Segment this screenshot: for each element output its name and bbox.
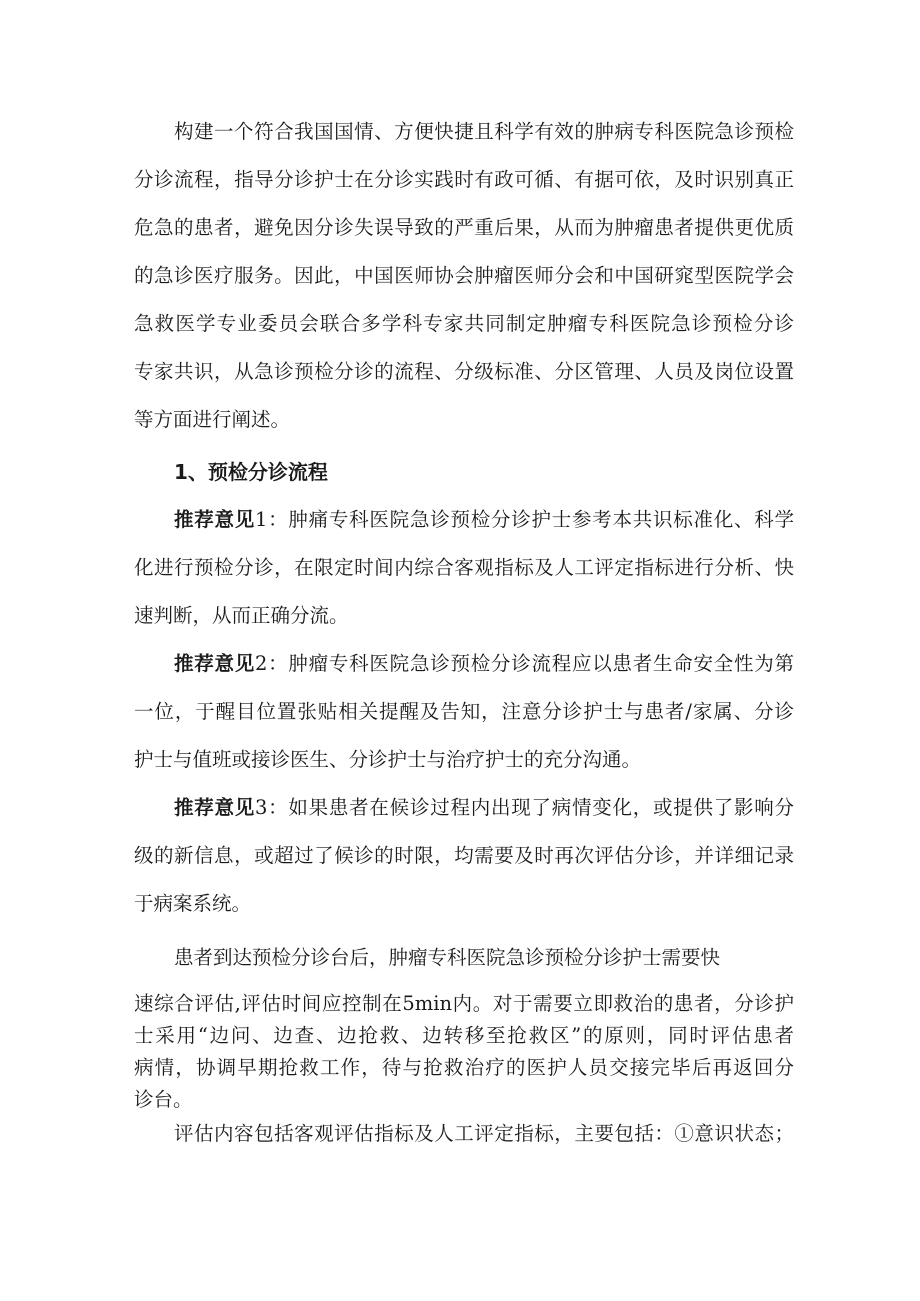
arrival-paragraph-first-line (134, 934, 794, 982)
intro-line: 急救医学专业委员会联合多学科专家共同制定肿瘤专科医院急诊预检分诊 (134, 312, 794, 335)
arrival-line: 患者到达预检分诊台后，肿瘤专科医院急诊预检分诊护士需要快 (174, 946, 721, 969)
intro-line: 专家共识，从急诊预检分诊的流程、分级标准、分区管理、人员及岗位设置 (134, 360, 794, 383)
arrival-line: 士采用“边问、边查、边抢救、边转移至抢救区”的原则，同时评估患者 (134, 1024, 794, 1047)
intro-paragraph (134, 108, 794, 444)
assessment-line: 评估内容包括客观评估指标及人工评定指标，主要包括：①意识状态； (174, 1122, 794, 1145)
intro-line: 分诊流程，指导分诊护士在分诊实践时有政可循、有据可依，及时识别真正 (134, 168, 794, 191)
assessment-paragraph (134, 1110, 794, 1158)
arrival-line: 病情，协调早期抢救工作，待与抢救治疗的医护人员交接完毕后再返回分 (134, 1056, 794, 1079)
recommendation-line (134, 496, 794, 544)
recommendation-label: 推荐意见 (174, 796, 256, 819)
recommendation-line: 于病案系统。 (134, 892, 252, 915)
recommendation-label: 推荐意见 (174, 508, 256, 531)
section-heading-text: 1、预检分诊流程 (174, 460, 328, 484)
recommendation-line: 一位，于醒目位置张贴相关提醒及告知，注意分诊护士与患者/家属、分诊 (134, 700, 794, 723)
section-heading (134, 448, 794, 496)
recommendation-line (134, 640, 794, 688)
arrival-paragraph (134, 988, 794, 1116)
recommendation-3 (134, 784, 794, 928)
recommendation-text: 1：肿痛专科医院急诊预检分诊护士参考本共识标准化、科学 (255, 508, 794, 531)
recommendation-2 (134, 640, 794, 784)
recommendation-line (134, 784, 794, 832)
intro-line: 等方面进行阐述。 (134, 408, 291, 431)
recommendation-label: 推荐意见 (174, 652, 256, 675)
arrival-line: 诊台。 (134, 1088, 193, 1111)
recommendation-line: 化进行预检分诊，在限定时间内综合客观指标及人工评定指标进行分析、快 (134, 556, 794, 579)
recommendation-line: 护士与值班或接诊医生、分诊护士与治疗护士的充分沟通。 (134, 748, 642, 771)
intro-line: 危急的患者，避免因分诊失误导致的严重后果，从而为肿瘤患者提供更优质 (134, 216, 794, 239)
recommendation-line: 级的新信息，或超过了候诊的时限，均需要及时再次评估分诊，并详细记录 (134, 844, 794, 867)
recommendation-text: 3：如果患者在候诊过程内出现了病情变化，或提供了影响分 (255, 796, 794, 819)
intro-line: 构建一个符合我国国情、方便快捷且科学有效的肿病专科医院急诊预检 (174, 120, 794, 143)
recommendation-line: 速判断，从而正确分流。 (134, 604, 349, 627)
intro-line: 的急诊医疗服务。因此，中国医师协会肿瘤医师分会和中国研窕型医院学会 (134, 264, 794, 287)
arrival-line: 速综合评估,评估时间应控制在5min内。对于需要立即救治的患者，分诊护 (134, 992, 794, 1015)
recommendation-1 (134, 496, 794, 640)
recommendation-text: 2：肿瘤专科医院急诊预检分诊流程应以患者生命安全性为第 (255, 652, 794, 675)
